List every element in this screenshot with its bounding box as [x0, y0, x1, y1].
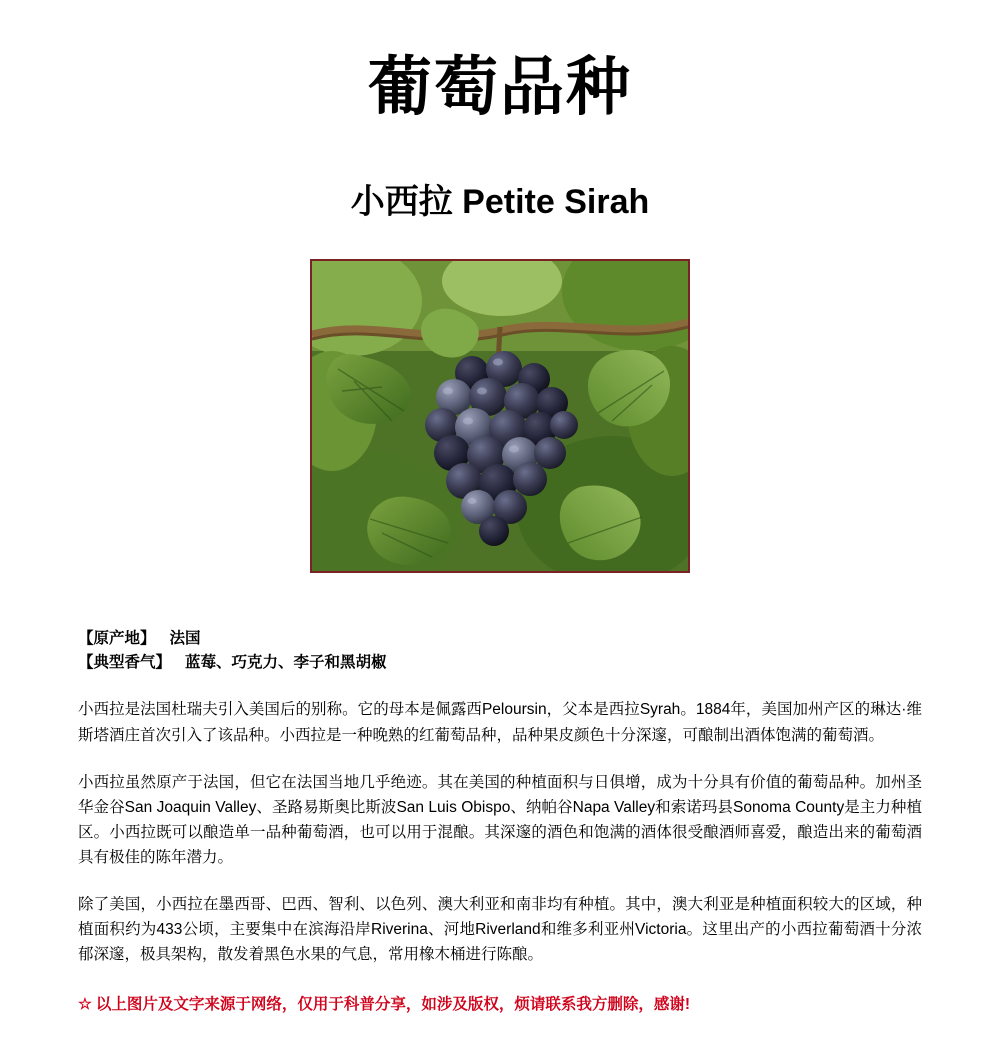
star-icon: ☆ — [78, 996, 92, 1014]
variety-subtitle: 小西拉 Petite Sirah — [350, 183, 650, 222]
article-body — [0, 627, 1000, 1016]
meta-origin-label: 【原产地】 — [78, 630, 156, 648]
paragraph-3: 除了美国，小西拉在墨西哥、巴西、智利、以色列、澳大利亚和南非均有种植。其中，澳大利亚是种植面积较大的区域，种植面积约为433公顷，主要集中在滨海沿岸Riverina、河地Riverland和维多利亚州Victoria。这里出产的小西拉葡萄酒十分浓郁深邃，极具架构，散发着黑色水果的气息，常用橡木桶进行陈酿。 — [78, 896, 922, 964]
copyright-note-text: 以上图片及文字来源于网络，仅用于科普分享，如涉及版权，烦请联系我方删除，感谢! — [95, 996, 691, 1014]
page-title: 葡萄品种 — [368, 51, 632, 123]
grape-photo — [312, 261, 688, 571]
meta-aroma — [78, 651, 922, 675]
meta-aroma-label: 【典型香气】 — [78, 654, 172, 672]
meta-origin — [78, 627, 922, 651]
copyright-note — [78, 993, 922, 1016]
paragraph-2: 小西拉虽然原产于法国，但它在法国当地几乎绝迹。其在美国的种植面积与日俱增，成为十分具有价值的葡萄品种。加州圣华金谷San Joaquin Valley、圣路易斯奥比斯波San Luis Obispo、纳帕谷Napa Valley和索诺玛县Sonoma County是主力种植区。小西拉既可以酿造单一品种葡萄酒，也可以用于混酿。其深邃的酒色和饱满的酒体很受酿酒师喜爱，酿造出来的葡萄酒具有极佳的陈年潜力。 — [78, 773, 922, 866]
meta-aroma-value: 蓝莓、巧克力、李子和黑胡椒 — [185, 654, 387, 672]
meta-origin-value: 法国 — [169, 630, 201, 648]
grape-photo-frame — [310, 259, 690, 573]
paragraph-1: 小西拉是法国杜瑞夫引入美国后的别称。它的母本是佩露西Peloursin，父本是西拉Syrah。1884年，美国加州产区的琳达·维斯塔酒庄首次引入了该品种。小西拉是一种晚熟的红葡萄品种，品种果皮颜色十分深邃，可酿制出酒体饱满的葡萄酒。 — [78, 701, 922, 744]
